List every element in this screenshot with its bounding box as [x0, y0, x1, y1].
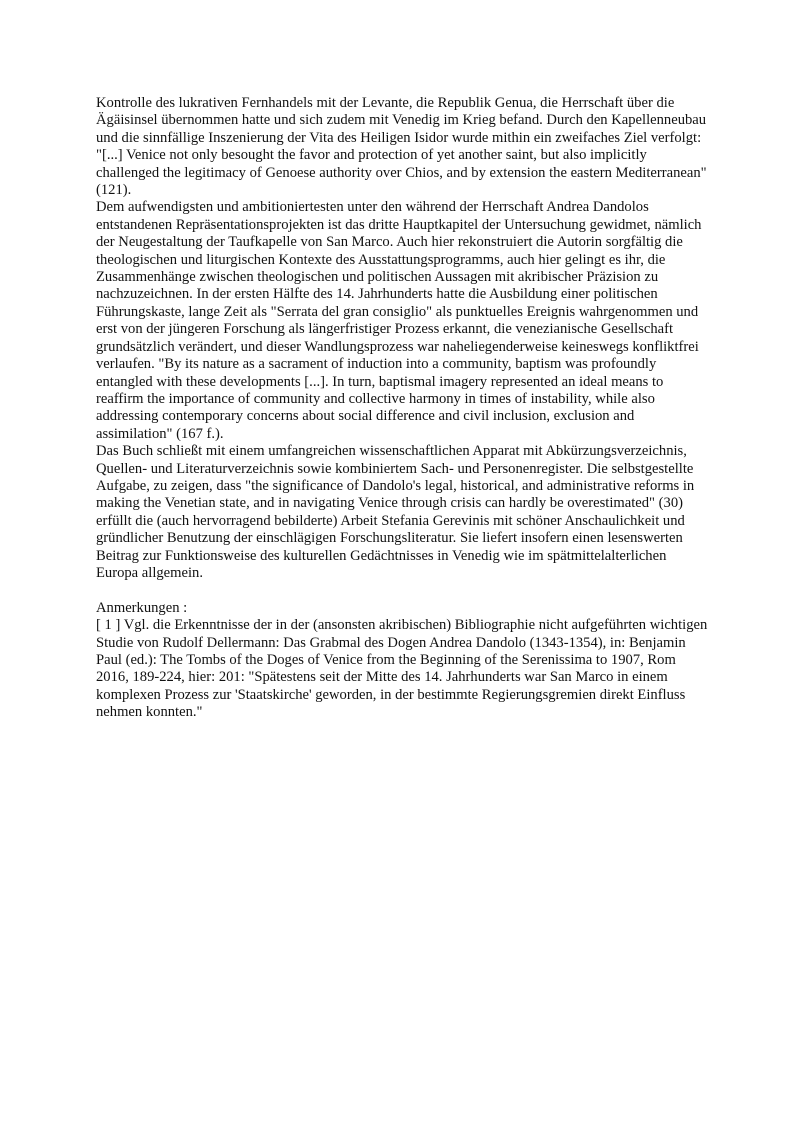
paragraph-levante-chios: Kontrolle des lukrativen Fernhandels mit der Levante, die Republik Genua, die Herrschaft über die Ägäisinsel übernommen hatte und sich zudem mit Venedig im Krieg befand. Durch den Kapellenneubau und die sinnfällige Inszenierung der Vita des Heiligen Isidor wurde mithin ein zweifaches Ziel verfolgt: "[...] Venice not only besought the favor and protection of yet another saint, but also implicitly challenged the legitimacy of Genoese authority over Chios, and by extension the eastern Mediterranean" (121).	[96, 95, 707, 199]
document-body	[96, 95, 708, 722]
paragraph-spacer	[96, 582, 708, 599]
footnote-1: [ 1 ] Vgl. die Erkenntnisse der in der (ansonsten akribischen) Bibliographie nicht aufgeführten wichtigen Studie von Rudolf Dellermann: Das Grabmal des Dogen Andrea Dandolo (1343-1354), in: Benjamin Paul (ed.): The Tombs of the Doges of Venice from the Beginning of the Serenissima to 1907, Rom 2016, 189-224, hier: 201: "Spätestens seit der Mitte des 14. Jahrhunderts war San Marco in einem komplexen Prozess zur 'Staatskirche' geworden, in der bestimmte Regierungsgremien direkt Einfluss nehmen konnten."	[96, 617, 708, 721]
paragraph-conclusion: Das Buch schließt mit einem umfangreichen wissenschaftlichen Apparat mit Abkürzungsverzeichnis, Quellen- und Literaturverzeichnis sowie kombiniertem Sach- und Personenregister. Die selbstgestellte Aufgabe, zu zeigen, dass "the significance of Dandolo's legal, historical, and administrative reforms in making the Venetian state, and in navigating Venice through crisis can hardly be overestimated" (30) erfüllt die (auch hervorragend bebilderte) Arbeit Stefania Gerevinis mit schöner Anschaulichkeit und gründlicher Benutzung der einschlägigen Forschungsliteratur. Sie liefert insofern einen lesenswerten Beitrag zur Funktionsweise des kulturellen Gedächtnisses in Venedig wie im spätmittelalterlichen Europa allgemein.	[96, 443, 695, 581]
notes-heading: Anmerkungen :	[96, 599, 188, 616]
paragraph-taufkapelle: Dem aufwendigsten und ambitioniertesten unter den während der Herrschaft Andrea Dandolos entstandenen Repräsentationsprojekten ist das dritte Hauptkapitel der Untersuchung gewidmet, nämlich der Neugestaltung der Taufkapelle von San Marco. Auch hier rekonstruiert die Autorin sorgfältig die theologischen und liturgischen Kontexte des Ausstattungsprogramms, auch hier gelingt es ihr, die Zusammenhänge zwischen theologischen und politischen Aussagen mit akribischer Präzision zu nachzuzeichnen. In der ersten Hälfte des 14. Jahrhunderts hatte die Ausbildung einer politischen Führungskaste, lange Zeit als "Serrata del gran consiglio" als punktuelles Ereignis wahrgenommen und erst von der jüngeren Forschung als längerfristiger Prozess erkannt, die venezianische Gesellschaft grundsätzlich verändert, und dieser Wandlungsprozess war naheliegenderweise keineswegs konfliktfrei verlaufen. "By its nature as a sacrament of induction into a community, baptism was profoundly entangled with these developments [...]. In turn, baptismal imagery represented an ideal means to reaffirm the importance of community and collective harmony in times of instability, while also addressing contemporary concerns about social difference and civil inclusion, exclusion and assimilation" (167 f.).	[96, 199, 702, 442]
